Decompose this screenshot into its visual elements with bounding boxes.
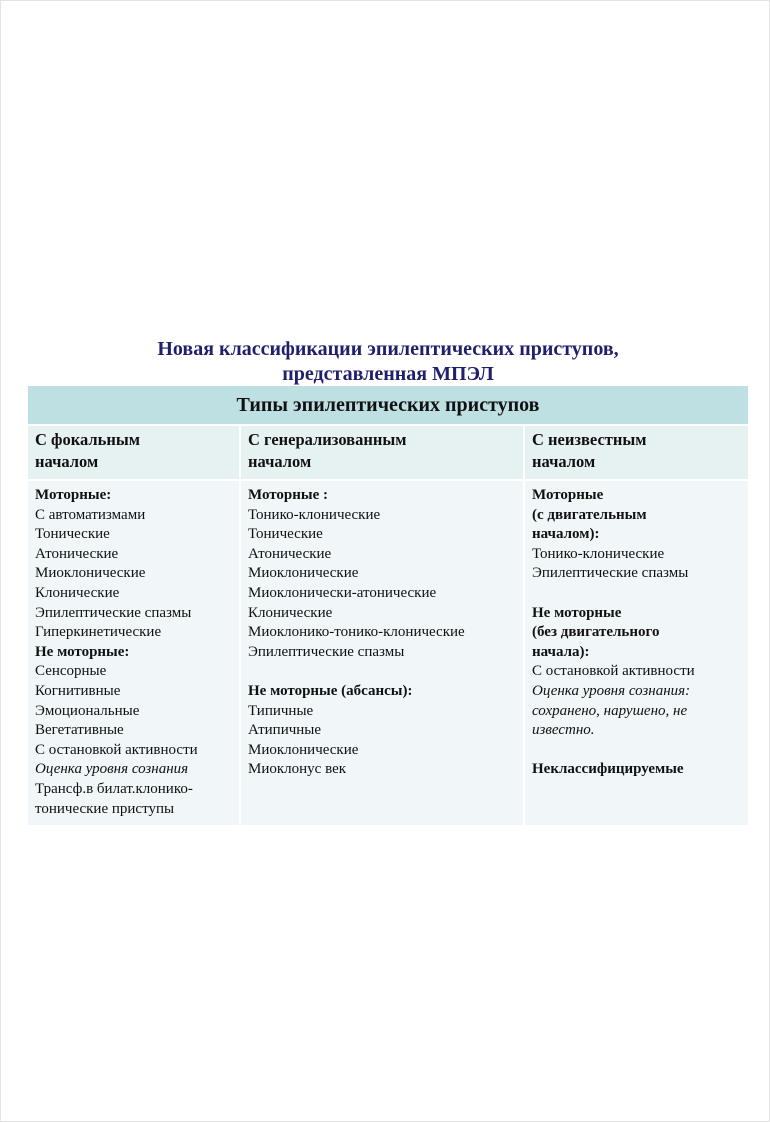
title-line-1: Новая классификации эпилептических приступов, (157, 338, 619, 360)
list-item: Миоклонические (248, 741, 359, 758)
list-item: Вегетативные (35, 722, 124, 739)
column-header-generalized (241, 426, 523, 479)
list-item: Миоклонические (35, 565, 146, 582)
list-item: Эпилептические спазмы (532, 565, 689, 582)
list-item: Не моторные (абсансы): (248, 682, 413, 699)
spacer-line (248, 662, 516, 682)
list-item: Типичные (248, 702, 314, 719)
list-item: Моторные (532, 487, 604, 503)
list-item: Тонико-клонические (532, 545, 665, 562)
spacer-line (532, 741, 741, 761)
list-item: Оценка уровня сознания (35, 761, 189, 778)
list-item: начала): (532, 643, 590, 660)
list-item: (с двигательным (532, 506, 647, 523)
list-item: Клонические (248, 604, 333, 621)
seizure-classification-table (28, 386, 748, 825)
list-item: Миоклонус век (248, 761, 347, 778)
column-header-line: С неизвестным (532, 430, 647, 449)
list-item: Клонические (35, 584, 120, 601)
list-item: Эпилептические спазмы (248, 643, 405, 660)
list-item: Гиперкинетические (35, 624, 162, 641)
list-item: Неклассифицируемые (532, 761, 684, 778)
list-item: Тонические (248, 526, 323, 543)
list-item: Трансф.в билат.клонико- (35, 780, 193, 797)
list-item: началом): (532, 526, 600, 543)
list-item: С остановкой активности (532, 663, 695, 680)
column-header-focal (28, 426, 239, 479)
column-header-line: началом (248, 452, 312, 471)
column-body-unknown (525, 481, 748, 825)
list-item: Тонико-клонические (248, 506, 381, 523)
list-item: Миоклонико-тонико-клонические (248, 624, 465, 641)
column-header-line: началом (35, 452, 99, 471)
column-header-line: началом (532, 452, 596, 471)
list-item: сохранено, нарушено, не (532, 702, 688, 719)
list-item: Миоклонически-атонические (248, 584, 437, 601)
list-item: (без двигательного (532, 624, 660, 641)
list-item: Эпилептические спазмы (35, 604, 192, 621)
list-item: Моторные: (35, 487, 112, 503)
list-item: С остановкой активности (35, 741, 198, 758)
column-header-unknown (525, 426, 748, 479)
table-header: Типы эпилептических приступов (28, 386, 748, 424)
document-title (28, 337, 748, 387)
list-item: Миоклонические (248, 565, 359, 582)
list-item: Атонические (35, 545, 119, 562)
list-item: С автоматизмами (35, 506, 146, 523)
list-item: Моторные : (248, 487, 329, 503)
list-item: Не моторные (532, 604, 622, 621)
table-body-row (28, 481, 748, 825)
list-item: Сенсорные (35, 663, 107, 680)
list-item: Оценка уровня сознания: (532, 682, 691, 699)
list-item: Тонические (35, 526, 110, 543)
list-item: Не моторные: (35, 643, 130, 660)
column-header-line: С фокальным (35, 430, 140, 449)
column-body-focal (28, 481, 239, 825)
column-header-line: С генерализованным (248, 430, 407, 449)
column-body-generalized (241, 481, 523, 825)
list-item: Эмоциональные (35, 702, 140, 719)
column-headers-row (28, 426, 748, 479)
list-item: Атипичные (248, 722, 322, 739)
list-item: Атонические (248, 545, 332, 562)
list-item: Когнитивные (35, 682, 121, 699)
list-item: тонические приступы (35, 800, 175, 817)
list-item: известно. (532, 722, 595, 739)
spacer-line (532, 584, 741, 604)
title-line-2: представленная МПЭЛ (282, 363, 494, 385)
